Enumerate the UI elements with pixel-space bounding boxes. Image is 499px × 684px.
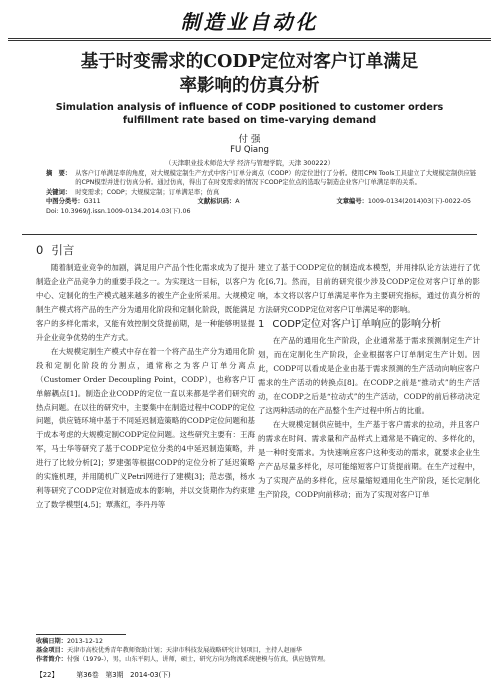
footnote-rule <box>36 634 126 635</box>
page-number: 【22】 <box>36 671 59 679</box>
keywords-text: 时变需求；CODP；大规模定制；订单满足率；仿真 <box>75 188 220 196</box>
keywords-row <box>46 189 477 198</box>
footnotes <box>36 637 477 664</box>
footnote-fund: 基金项目：天津市高校优秀青年教师资助计划；天津市科技发展战略研究计划项目，主持人赵丽华 <box>36 647 303 654</box>
doc-code: 文献标识码：A <box>197 198 240 206</box>
footnote-received: 收稿日期：2013-12-12 <box>36 638 103 645</box>
affiliation: （天津职业技术师范大学 经济与管理学院，天津 300222） <box>164 159 335 167</box>
issue-info: 第36卷 第3期 2014-03(下) <box>76 671 171 679</box>
keywords-label: 关键词： <box>46 188 72 196</box>
intro-paragraph-1: 随着制造业竞争的加剧，满足用户产品个性化需求成为了提升制造企业产品竞争力的重要手段之一。为实现这一目标，以客户为中心、定制化的生产模式越来越多的被生产企业所采用。大规模定制生产模式将产品的生产分为通用化阶段和定制化阶段，既能满足客户的多样化需求，又能有效控制交货提前期，是一种能够明显提升企业竞争优势的生产方式。 <box>36 263 255 342</box>
section-heading-1: 1 CODP定位对客户订单响应的影响分析 <box>258 318 441 330</box>
section1-paragraph-1: 在产品的通用化生产阶段，企业通常基于需求预测制定生产计划，而在定制化生产阶段，企业根据客户订单制定生产计划。因此，CODP可以看成是企业由基于需求预测的生产活动向响应客户需求的生产活动的转换点[8]。在CODP之前是“推动式”的生产活动，在CODP之后是“拉动式”的生产活动，CODP的前后移动决定了这两种活动的在产品整个生产过程中所占的比重。 <box>258 336 480 416</box>
title-en-line-1: Simulation analysis of influence of CODP positioned to customer orders <box>55 102 444 113</box>
page-footer <box>36 669 477 679</box>
header-rule-secondary <box>8 40 491 41</box>
clc-code: 中图分类号：G311 <box>46 198 101 206</box>
body-column-left <box>36 242 255 512</box>
journal-logo: 制造业自动化 <box>180 10 319 34</box>
section1-paragraph-2: 在大规模定制供应链中，生产基于客户需求的拉动，并且客户的需求在时间、需求量和产品样式上通常是不确定的、多样化的，是一种时变需求。为快速响应客户这种变动的需求，就要求企业生产产品尽量多样化，尽可能缩短客户订货提前期。在生产过程中，为了实现产品的多样化，应尽量缩短通用化生产阶段，延长定制化生产阶段，CODP向前移动；而为了实现对客户订单 <box>258 420 480 499</box>
abstract-text: 从客户订单满足率的角度，对大规模定制生产方式中客户订单分离点（CODP）的定位进行了分析。使用CPN Tools工具建立了大规模定制供应链的CPN模型并进行仿真分析。通过仿真，得出了在时变需求的情况下CODP定位点的选取与制造企业客户订单满足率的关系。 <box>75 170 477 186</box>
title-cn-line-1: 基于时变需求的CODP定位对客户订单满足 <box>80 52 419 72</box>
article-number: 文章编号：1009-0134(2014)03(下)-0022-05 <box>336 198 471 206</box>
title-cn-line-2: 率影响的仿真分析 <box>179 76 320 96</box>
abstract-separator <box>22 234 477 235</box>
section-heading-intro: 0 引言 <box>36 243 75 257</box>
footnote-author: 作者简介：付强（1979-），男，山东平阴人，讲师，硕士，研究方向为物流系统建模与仿真，供应链管理。 <box>36 656 330 663</box>
classification-row <box>46 198 477 207</box>
abstract-row <box>46 170 477 188</box>
intro-paragraph-2: 在大规模定制生产模式中存在着一个将产品生产分为通用化阶段和定制化阶段的分割点，通常称之为客户订单分离点（Customer Order Decoupling Point，CODP），也称客户订单解耦点[1]。制造企业CODP的定位一直以来都是学者们研究的热点问题。在以往的研究中，主要集中在制造过程中CODP的定位问题，供应链环境中基于不同延迟制造策略的CODP定位问题和基于成本考虑的大规模定制CODP定位问题。这些研究主要有：王海军，马士华等研究了基于CODP定位分类的4中延迟制造策略，并进行了比较分析[2]；罗建强等根据CODP的定位分析了延迟策略的实施机理，并用随机广义Petri网进行了建模[3]；范志强，杨水利等研究了CODP定位对制造成本的影响，并以交货期作为约束建立了数学模型[4,5]；覃燕红，李丹丹等 <box>36 346 255 510</box>
body-column-right <box>258 261 480 502</box>
author-cn: 付 强 <box>238 134 261 145</box>
title-en-line-2: fulfillment rate based on time-varying demand <box>122 115 377 126</box>
intro-paragraph-continued: 建立了基于CODP定位的制造成本模型，并用排队论方法进行了优化[6,7]。然而，目前的研究很少涉及CODP定位对客户订单的影响，本文将以客户订单满足率作为主要研究指标，通过仿真分析的方法研究CODP定位对客户订单满足率的影响。 <box>258 263 480 314</box>
paper-title-cn <box>20 50 479 98</box>
doi-link[interactable]: Doi: 10.3969/J.issn.1009-0134.2014.03(下).06 <box>46 208 191 216</box>
header-rule <box>8 38 491 39</box>
abstract-label: 摘 要： <box>46 170 72 177</box>
author-en: FU Qiang <box>230 145 269 155</box>
abstract-block <box>46 170 477 217</box>
paper-title-en <box>30 101 469 127</box>
